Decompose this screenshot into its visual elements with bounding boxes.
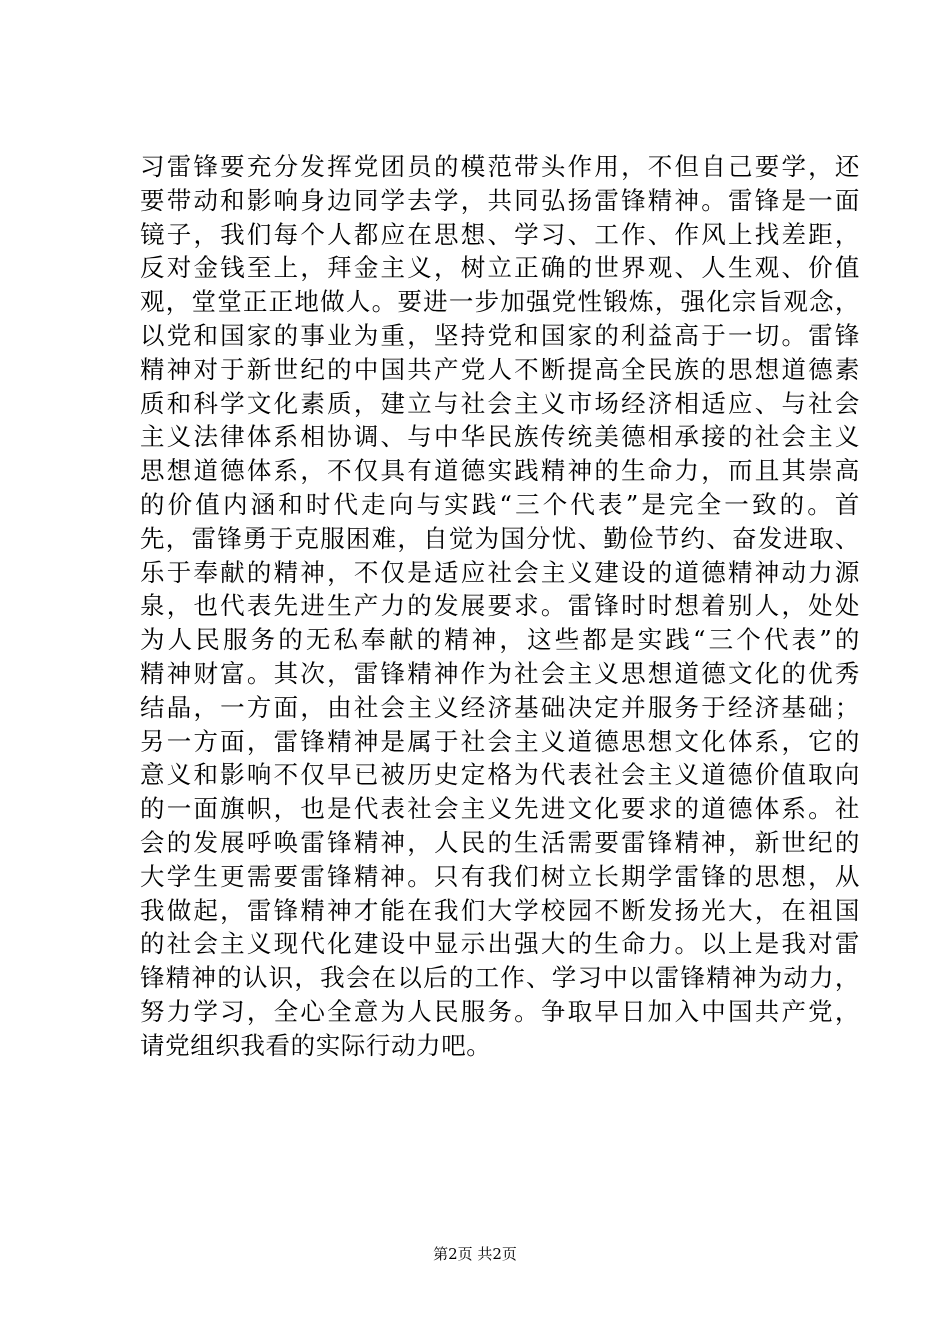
text-line: 努力学习，全心全意为人民服务。争取早日加入中国共产党，: [140, 996, 860, 1026]
text-line: 先，雷锋勇于克服困难，自觉为国分忧、勤俭节约、奋发进取、: [140, 523, 860, 553]
text-line: 的社会主义现代化建设中显示出强大的生命力。以上是我对雷: [140, 929, 860, 959]
text-line: 我做起，雷锋精神才能在我们大学校园不断发扬光大，在祖国: [140, 895, 860, 925]
text-line: 乐于奉献的精神，不仅是适应社会主义建设的道德精神动力源: [140, 557, 860, 587]
text-line: 要带动和影响身边同学去学，共同弘扬雷锋精神。雷锋是一面: [140, 185, 860, 215]
text-line: 精神财富。其次，雷锋精神作为社会主义思想道德文化的优秀: [140, 658, 860, 688]
text-line: 会的发展呼唤雷锋精神，人民的生活需要雷锋精神，新世纪的: [140, 827, 860, 857]
text-line: 主义法律体系相协调、与中华民族传统美德相承接的社会主义: [140, 422, 860, 452]
text-line: 精神对于新世纪的中国共产党人不断提高全民族的思想道德素: [140, 354, 860, 384]
text-line: 习雷锋要充分发挥党团员的模范带头作用，不但自己要学，还: [140, 152, 860, 181]
page-number: 第2页 共2页: [433, 1245, 517, 1263]
text-line: 请党组织我看的实际行动力吧。: [140, 1030, 492, 1060]
text-line: 锋精神的认识，我会在以后的工作、学习中以雷锋精神为动力，: [140, 963, 860, 993]
text-line: 的价值内涵和时代走向与实践“三个代表”是完全一致的。首: [140, 489, 860, 519]
body-paragraph: [140, 150, 860, 1063]
text-line: 思想道德体系，不仅具有道德实践精神的生命力，而且其崇高: [140, 456, 860, 486]
text-line: 以党和国家的事业为重，坚持党和国家的利益高于一切。雷锋: [140, 320, 860, 350]
text-line: 的一面旗帜，也是代表社会主义先进文化要求的道德体系。社: [140, 794, 860, 824]
text-line: 观，堂堂正正地做人。要进一步加强党性锻炼，强化宗旨观念，: [140, 287, 860, 317]
text-line: 大学生更需要雷锋精神。只有我们树立长期学雷锋的思想，从: [140, 861, 860, 891]
text-line: 结晶，一方面，由社会主义经济基础决定并服务于经济基础；: [140, 692, 860, 722]
text-line: 反对金钱至上，拜金主义，树立正确的世界观、人生观、价值: [140, 253, 860, 283]
text-line: 为人民服务的无私奉献的精神，这些都是实践“三个代表”的: [140, 625, 860, 655]
text-line: 泉，也代表先进生产力的发展要求。雷锋时时想着别人，处处: [140, 591, 860, 621]
text-line: 意义和影响不仅早已被历史定格为代表社会主义道德价值取向: [140, 760, 860, 790]
text-line: 另一方面，雷锋精神是属于社会主义道德思想文化体系，它的: [140, 726, 860, 756]
text-line: 镜子，我们每个人都应在思想、学习、工作、作风上找差距，: [140, 219, 860, 249]
text-line: 质和科学文化素质，建立与社会主义市场经济相适应、与社会: [140, 388, 860, 418]
